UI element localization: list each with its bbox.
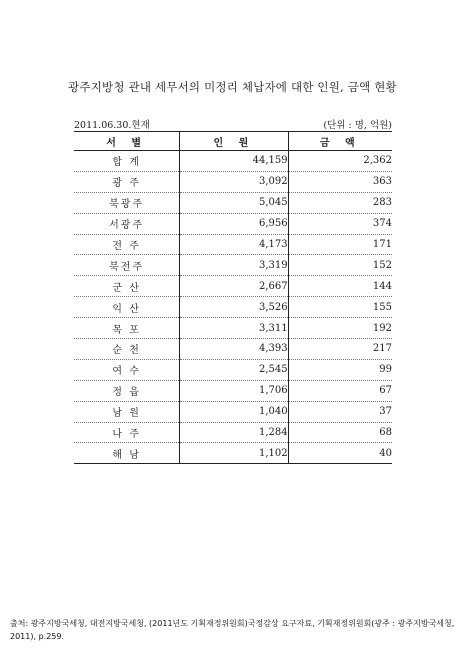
people-cell: 2,667 [180,276,288,297]
table-row [74,339,392,360]
unit-note: (단위 : 명, 억원) [323,120,392,131]
people-cell: 1,284 [180,422,288,443]
table-row [74,401,392,422]
column-header-people: 인 원 [180,132,288,151]
office-cell: 정 읍 [74,380,180,401]
people-cell: 3,311 [180,318,288,339]
office-cell: 서광주 [74,213,180,234]
office-cell: 군 산 [74,276,180,297]
people-cell: 1,706 [180,380,288,401]
delinquent-taxpayer-table [74,131,392,464]
table-row [74,443,392,464]
amount-cell: 67 [288,380,392,401]
amount-cell: 2,362 [288,151,392,172]
document-title: 광주지방청 관내 세무서의 미정리 체납자에 대한 인원, 금액 현황 [68,80,397,94]
office-cell: 전 주 [74,234,180,255]
office-cell: 광 주 [74,171,180,192]
office-cell: 목 포 [74,318,180,339]
table-row [74,255,392,276]
source-note: 출처: 광주지방국세청, 대전지방국세청, (2011년도 기획재정위원회)국정감상 요구자료, 기획재정위원회(광주 : 광주지방국세청, 2011), p.259. [10,619,455,641]
amount-cell: 37 [288,401,392,422]
people-cell: 3,319 [180,255,288,276]
table-row [74,380,392,401]
column-header-amount: 금 액 [288,132,392,151]
table-row-total [74,151,392,172]
amount-cell: 152 [288,255,392,276]
office-cell: 나 주 [74,422,180,443]
table-row [74,234,392,255]
people-cell: 44,159 [180,151,288,172]
amount-cell: 171 [288,234,392,255]
table-meta [74,117,392,131]
table-row [74,297,392,318]
people-cell: 1,040 [180,401,288,422]
table-body [74,151,392,464]
office-cell: 순 천 [74,339,180,360]
table-row [74,192,392,213]
office-cell: 합 계 [74,151,180,172]
people-cell: 1,102 [180,443,288,464]
amount-cell: 217 [288,339,392,360]
table-row [74,171,392,192]
amount-cell: 40 [379,447,392,459]
office-cell: 북전주 [74,255,180,276]
table-header-row [74,132,392,151]
people-cell: 5,045 [180,192,288,213]
office-cell: 북광주 [74,192,180,213]
column-header-office: 서 별 [74,132,180,151]
amount-cell: 68 [288,422,392,443]
people-cell: 6,956 [180,213,288,234]
people-cell: 4,173 [180,234,288,255]
amount-cell: 374 [288,213,392,234]
amount-cell: 192 [288,318,392,339]
amount-cell: 363 [288,171,392,192]
table-row [74,318,392,339]
amount-cell: 283 [288,192,392,213]
office-cell: 익 산 [74,297,180,318]
people-cell: 2,545 [180,359,288,380]
office-cell: 해 남 [74,443,180,464]
office-cell: 남 원 [74,401,180,422]
people-cell: 3,526 [180,297,288,318]
amount-cell: 144 [288,276,392,297]
table-row [74,422,392,443]
as-of-date: 2011.06.30.현재 [74,120,150,131]
amount-cell: 99 [288,359,392,380]
table-row [74,359,392,380]
table-row [74,276,392,297]
people-cell: 3,092 [180,171,288,192]
amount-cell: 155 [288,297,392,318]
office-cell: 여 수 [74,359,180,380]
people-cell: 4,393 [180,339,288,360]
table-row [74,213,392,234]
